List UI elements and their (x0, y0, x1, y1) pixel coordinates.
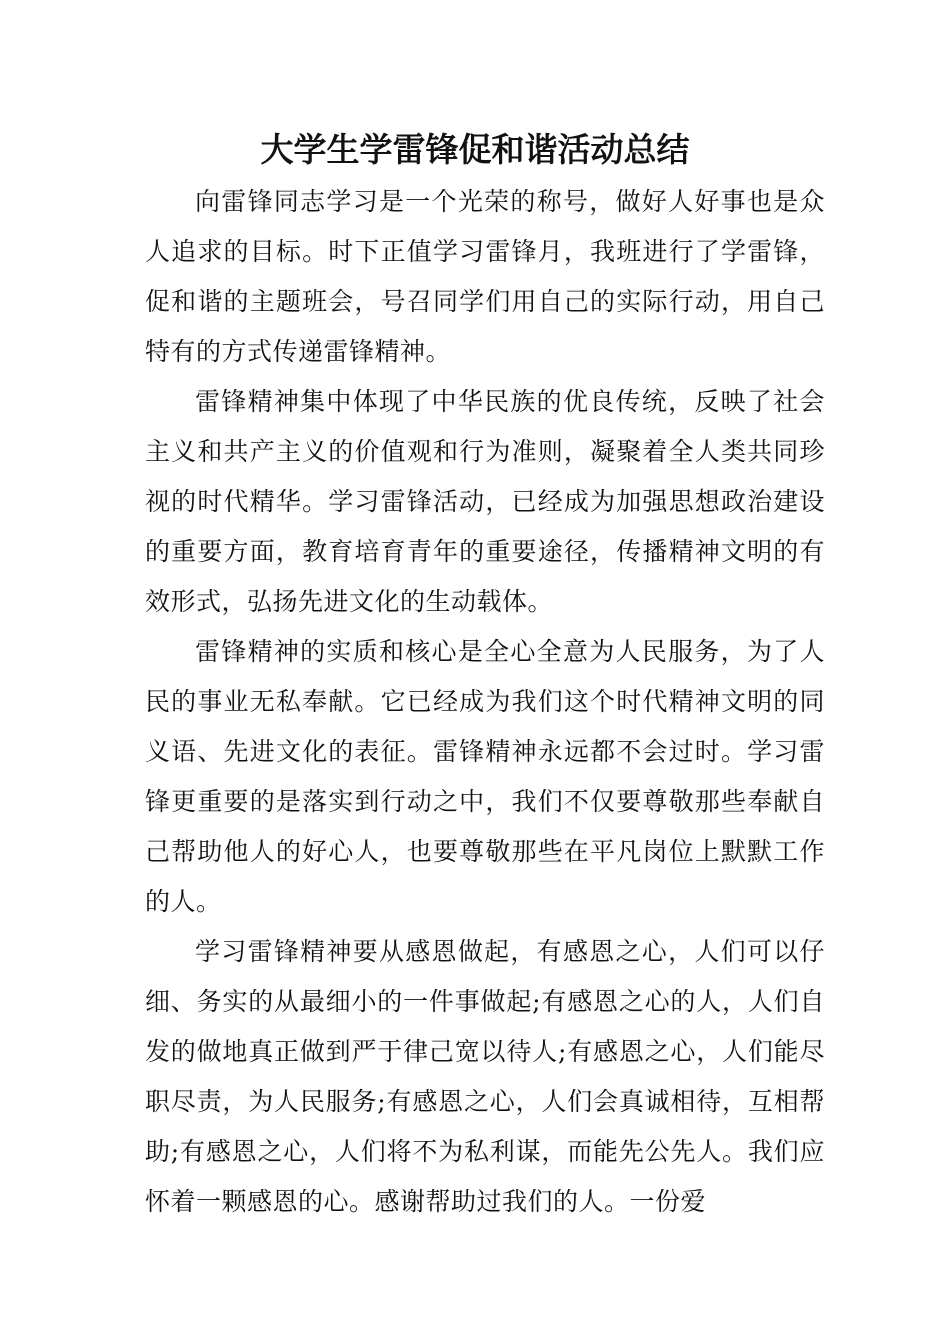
paragraph-4: 学习雷锋精神要从感恩做起，有感恩之心，人们可以仔细、务实的从最细小的一件事做起;有感恩之心的人，人们自发的做地真正做到严于律己宽以待人;有感恩之心，人们能尽职尽责，为人民服务;有感恩之心，人们会真诚相待，互相帮助;有感恩之心，人们将不为私利谋，而能先公先人。我们应怀着一颗感恩的心。感谢帮助过我们的人。一份爱 (145, 937, 825, 1216)
document-body (145, 177, 825, 1227)
paragraph-3: 雷锋精神的实质和核心是全心全意为人民服务，为了人民的事业无私奉献。它已经成为我们这个时代精神文明的同义语、先进文化的表征。雷锋精神永远都不会过时。学习雷锋更重要的是落实到行动之中，我们不仅要尊敬那些奉献自己帮助他人的好心人，也要尊敬那些在平凡岗位上默默工作的人。 (145, 637, 825, 916)
paragraph-1: 向雷锋同志学习是一个光荣的称号，做好人好事也是众人追求的目标。时下正值学习雷锋月，我班进行了学雷锋，促和谐的主题班会，号召同学们用自己的实际行动，用自己特有的方式传递雷锋精神。 (145, 187, 825, 366)
document-title: 大学生学雷锋促和谐活动总结 (260, 130, 690, 169)
paragraph-2: 雷锋精神集中体现了中华民族的优良传统，反映了社会主义和共产主义的价值观和行为准则，凝聚着全人类共同珍视的时代精华。学习雷锋活动，已经成为加强思想政治建设的重要方面，教育培育青年的重要途径，传播精神文明的有效形式，弘扬先进文化的生动载体。 (145, 387, 825, 616)
